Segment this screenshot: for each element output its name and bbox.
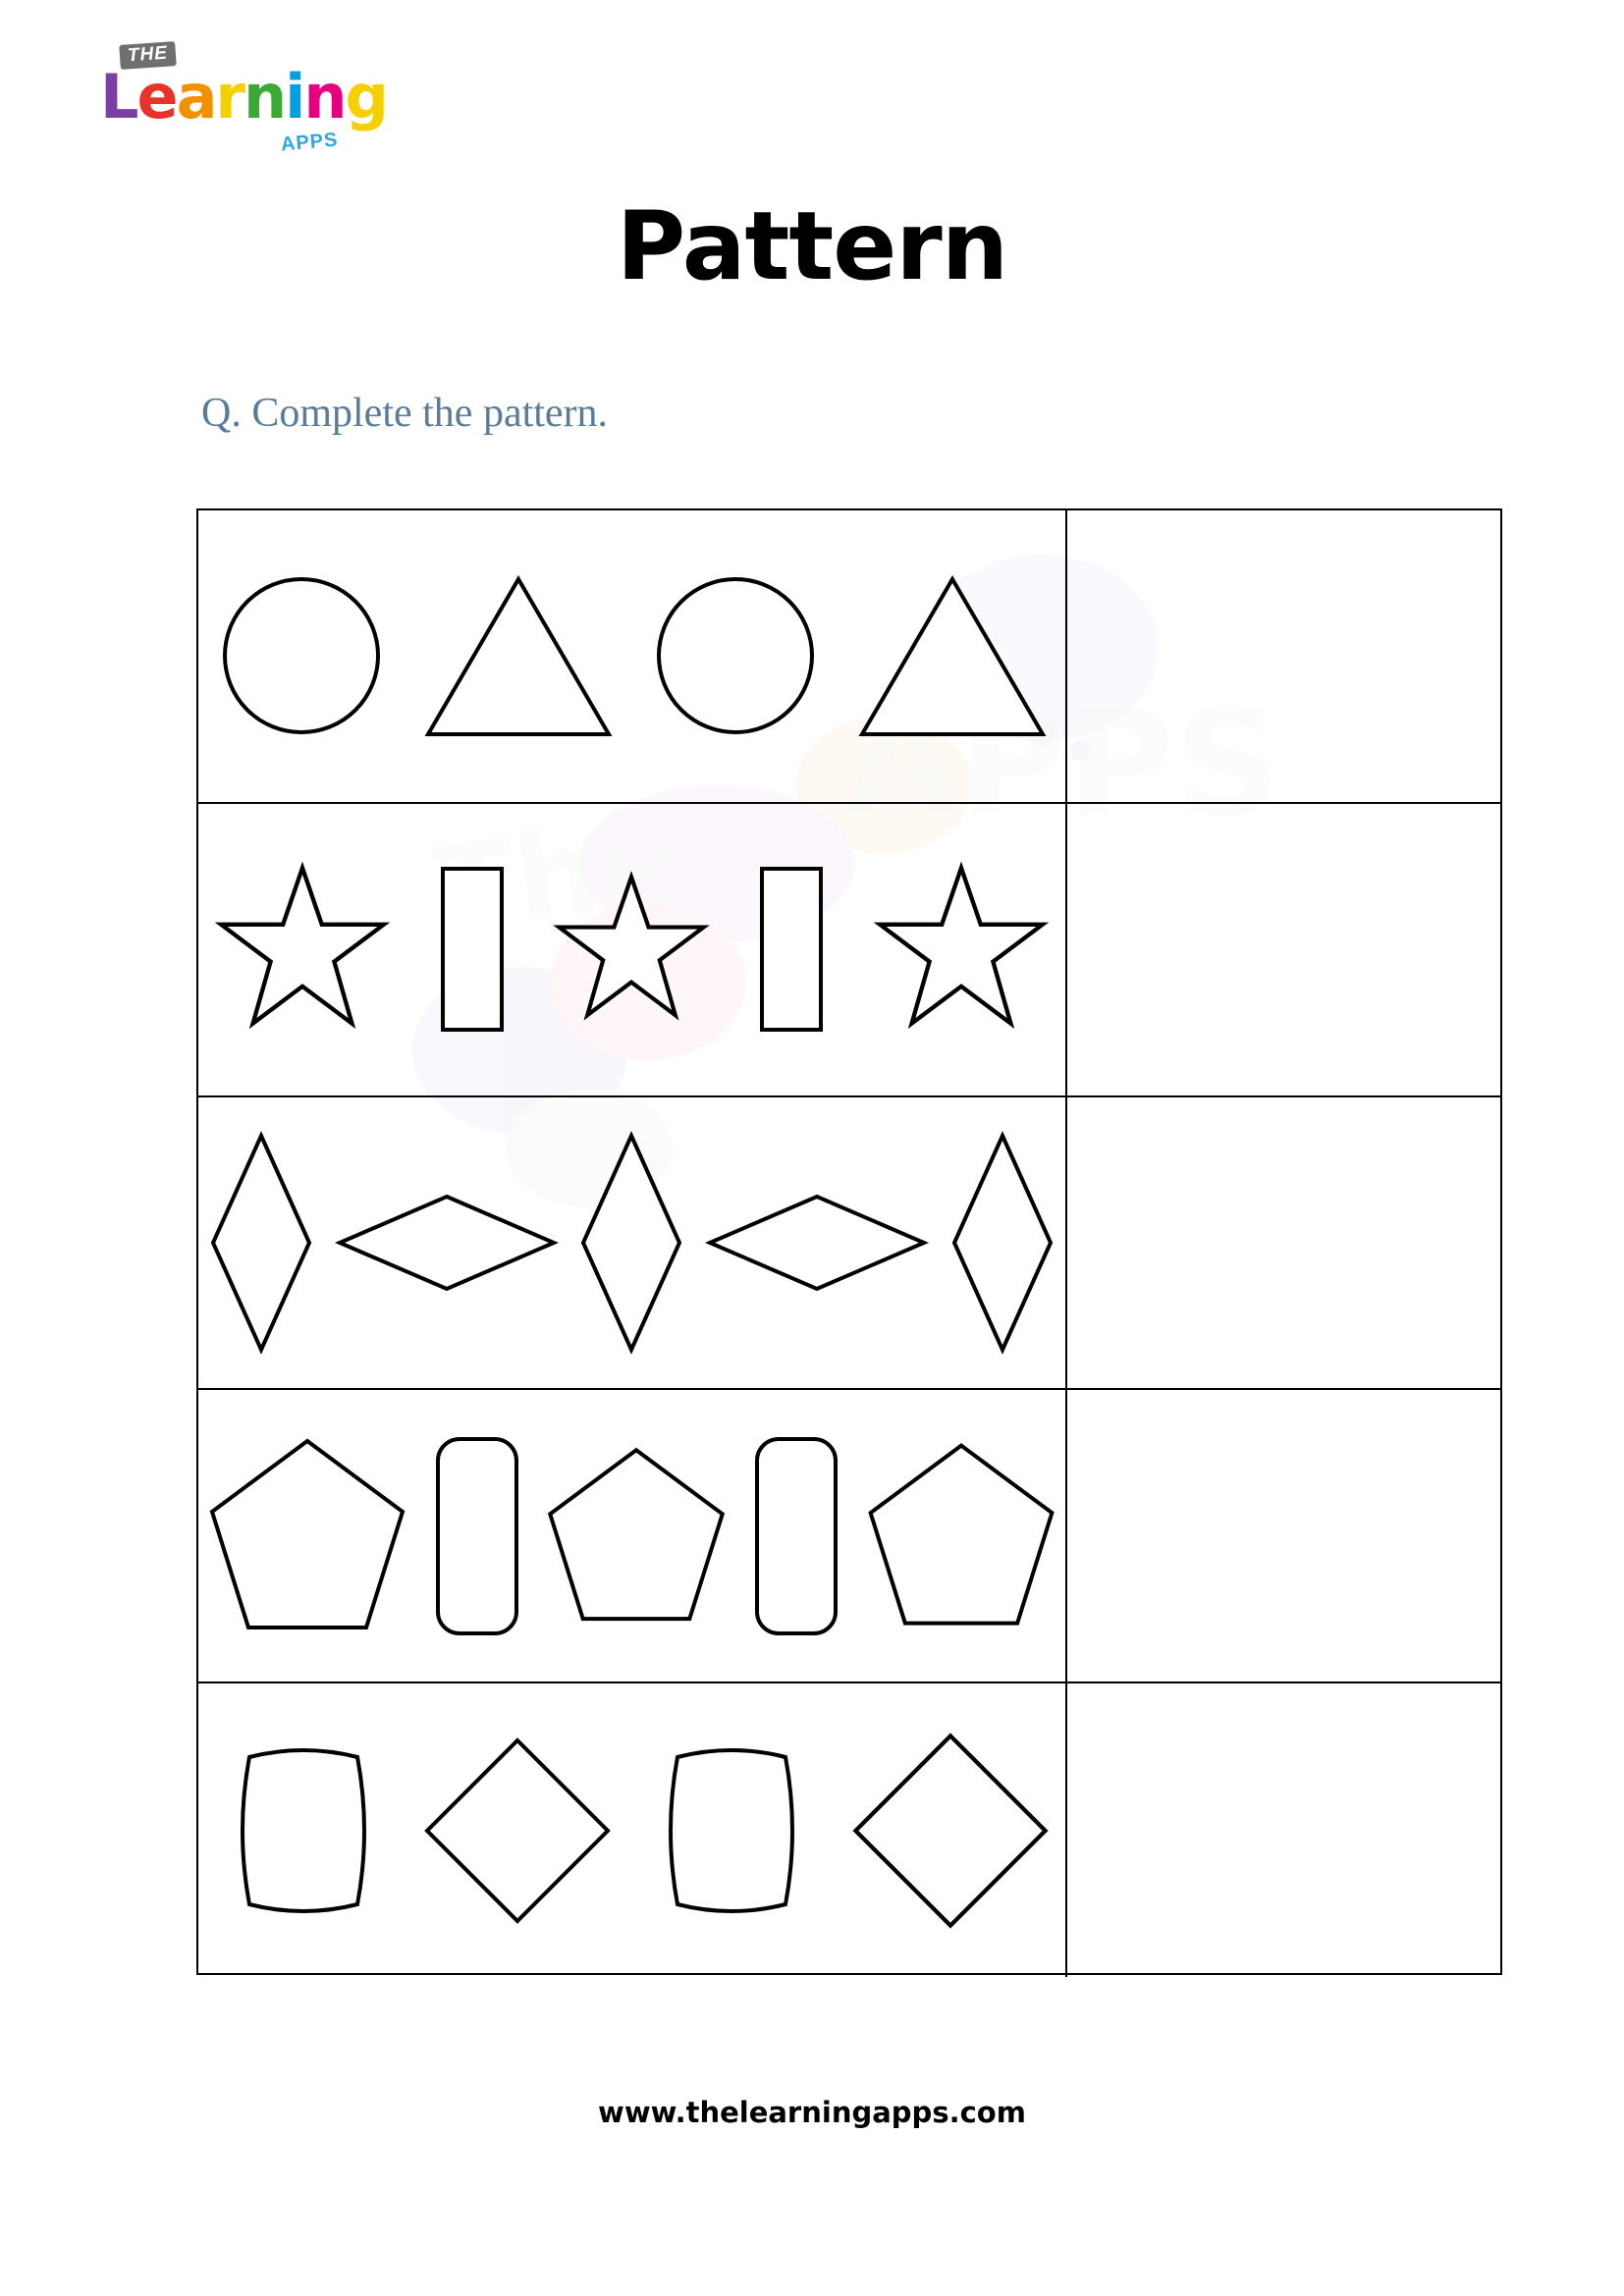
svg-text:The: The	[426, 791, 688, 961]
shape-star	[553, 871, 710, 1028]
pattern-sequence-row-2	[198, 804, 1067, 1095]
logo-wordmark: Learning	[100, 61, 387, 133]
pattern-sequence-row-1	[198, 510, 1067, 802]
shape-star	[214, 861, 391, 1038]
pattern-sequence-row-3	[198, 1097, 1067, 1389]
shape-rounded-rectangle	[742, 1433, 850, 1639]
shape-rhombus	[847, 1728, 1054, 1934]
logo-badge-the: THE	[119, 41, 177, 70]
shape-rounded-rectangle	[423, 1433, 531, 1639]
page-title: Pattern	[616, 191, 1008, 301]
shape-diamond-vertical	[207, 1130, 315, 1356]
shape-rectangle	[423, 861, 521, 1038]
shape-triangle	[854, 567, 1051, 744]
shape-star	[873, 861, 1050, 1038]
answer-cell-row-3[interactable]	[1067, 1097, 1500, 1389]
pattern-worksheet-table	[196, 508, 1502, 1975]
svg-text:APPS: APPS	[844, 679, 1276, 850]
answer-cell-row-1[interactable]	[1067, 510, 1500, 802]
shape-pentagon	[204, 1433, 410, 1639]
shape-triangle	[420, 567, 617, 744]
table-row	[198, 804, 1500, 1097]
table-row	[198, 510, 1500, 804]
shape-rectangle	[742, 861, 840, 1038]
pattern-sequence-row-4	[198, 1390, 1067, 1682]
shape-diamond-horizontal	[704, 1189, 930, 1297]
question-prompt: Q. Complete the pattern.	[201, 391, 609, 436]
shape-diamond-vertical	[577, 1130, 685, 1356]
site-logo	[94, 41, 387, 159]
shape-circle	[213, 567, 390, 744]
shape-rhombus	[419, 1733, 616, 1929]
logo-apps-text: APPS	[280, 129, 340, 156]
answer-cell-row-5[interactable]	[1067, 1683, 1500, 1977]
shape-circle	[647, 567, 824, 744]
table-row	[198, 1390, 1500, 1683]
shape-pentagon	[863, 1438, 1059, 1634]
answer-cell-row-4[interactable]	[1067, 1390, 1500, 1682]
shape-pentagon	[543, 1443, 730, 1629]
table-row	[198, 1683, 1500, 1977]
footer-website-url: www.thelearningapps.com	[598, 2096, 1026, 2129]
shape-diamond-vertical	[948, 1130, 1056, 1356]
table-row	[198, 1097, 1500, 1391]
answer-cell-row-2[interactable]	[1067, 804, 1500, 1095]
pattern-sequence-row-5	[198, 1683, 1067, 1977]
shape-barrel	[638, 1737, 825, 1924]
shape-diamond-horizontal	[334, 1189, 560, 1297]
shape-barrel	[210, 1737, 397, 1924]
